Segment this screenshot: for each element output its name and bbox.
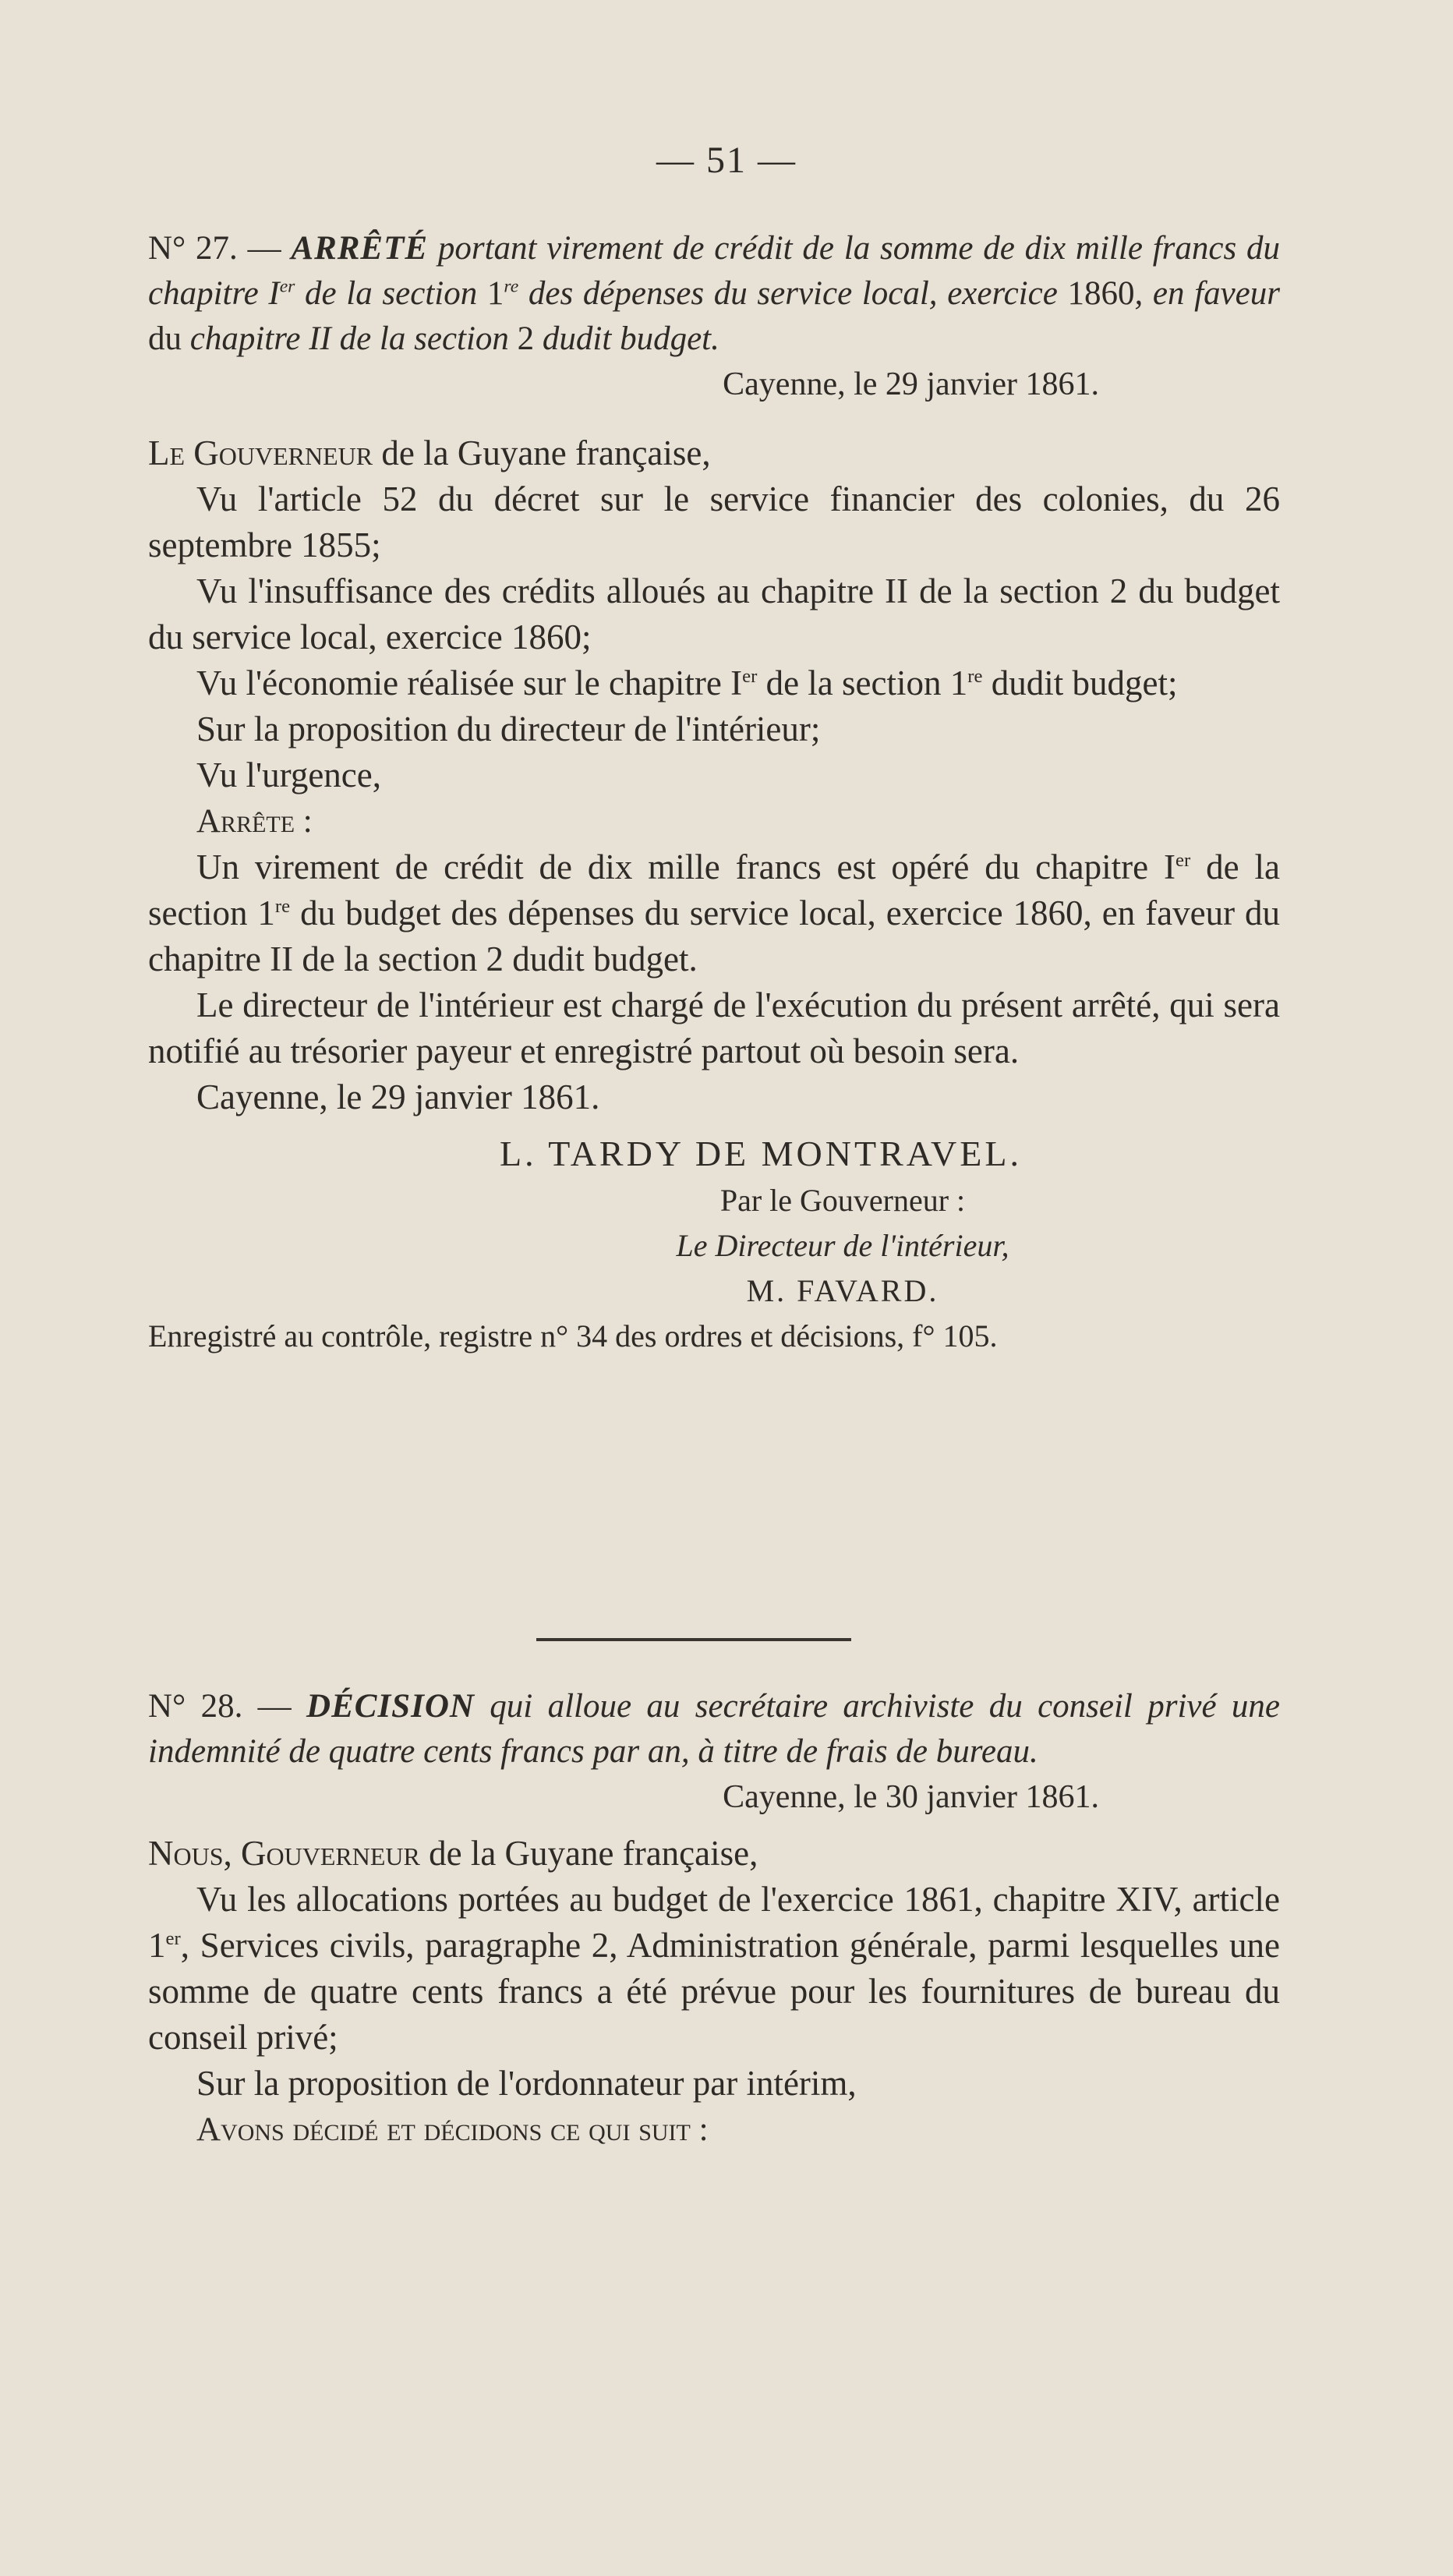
- vu-text: de la section: [757, 663, 950, 702]
- decree-27-article-2: Le directeur de l'intérieur est chargé de l'exécution du présent arrêté, qui sera notifié au trésorier payeur et enregistré partout où besoin sera.: [148, 985, 1280, 1070]
- heading-text: chapitre II de la section: [182, 320, 518, 357]
- decree-27-vu-4: Sur la proposition du directeur de l'intérieur;: [196, 709, 821, 748]
- governor-title: Le Gouverneur: [148, 433, 373, 472]
- decree-27-article-1: [148, 844, 1280, 982]
- decree-27-heading: [148, 226, 1280, 362]
- intro-text: de la Guyane française,: [419, 1834, 758, 1873]
- decree-27-closing-date: Cayenne, le 29 janvier 1861.: [196, 1077, 600, 1116]
- superscript: re: [504, 276, 519, 297]
- heading-text: dudit budget.: [534, 320, 719, 357]
- registry-note: Enregistré au contrôle, registre n° 34 des ordres et décisions, f° 105.: [148, 1318, 998, 1353]
- heading-text: du: [148, 320, 182, 357]
- decree-28-place-date: Cayenne, le 30 janvier 1861.: [723, 1779, 1099, 1815]
- heading-text: portant virement de crédit de la somme de dix mille francs du chapitre I: [148, 230, 1280, 312]
- governor-signature: L. TARDY DE MONTRAVEL.: [500, 1134, 1022, 1173]
- decree-28-decide: Avons décidé et décidons ce qui suit :: [196, 2111, 709, 2148]
- section-number: 2: [517, 320, 535, 357]
- decree-28-vu-2: Sur la proposition de l'ordonnateur par intérim,: [196, 2064, 857, 2103]
- section-number: 1: [486, 275, 504, 312]
- section-number: 1: [257, 893, 275, 932]
- heading-text: , en faveur: [1134, 275, 1280, 312]
- year: 1860: [1067, 275, 1135, 312]
- heading-text: qui alloue au secrétaire archiviste du conseil privé une indemnité de quatre cents francs par an, à titre de frais de bureau.: [148, 1688, 1280, 1770]
- decree-27-number: N° 27. —: [148, 230, 292, 267]
- decree-27-vu-3: [148, 660, 1280, 706]
- vu-text: dudit budget;: [982, 663, 1178, 702]
- decree-27-place-date: Cayenne, le 29 janvier 1861.: [723, 366, 1099, 402]
- vu-text: Vu l'économie réalisée sur le chapitre I: [196, 663, 743, 702]
- heading-text: des dépenses du service local, exercice: [518, 275, 1068, 312]
- decree-27-vu-2: Vu l'insuffisance des crédits alloués au chapitre II de la section 2 du budget du service local, exercice 1860;: [148, 571, 1280, 656]
- superscript: er: [1175, 850, 1191, 871]
- decree-27-vu-1: Vu l'article 52 du décret sur le service financier des colonies, du 26 septembre 1855;: [148, 479, 1280, 564]
- decree-27-intro: [148, 430, 1280, 476]
- decree-28-title: DÉCISION: [306, 1688, 475, 1725]
- decree-28-number: N° 28. —: [148, 1688, 307, 1725]
- superscript: er: [742, 666, 758, 687]
- decree-27: [148, 226, 1280, 1359]
- section-divider: [536, 1638, 851, 1641]
- superscript: er: [279, 276, 295, 297]
- article-text: du budget des dépenses du service local, exercice 1860, en faveur du chapitre II de la section 2 dudit budget.: [148, 893, 1280, 978]
- section-number: 1: [949, 663, 968, 702]
- governor-title: Nous, Gouverneur: [148, 1834, 420, 1873]
- superscript: re: [967, 666, 983, 687]
- article-text: de la section: [148, 847, 1280, 932]
- director-name: M. FAVARD.: [746, 1273, 939, 1308]
- article-text: Un virement de crédit de dix mille francs est opéré du chapitre I: [196, 847, 1175, 886]
- vu-text: , Services civils, paragraphe 2, Administration générale, parmi lesquelles une somme de quatre cents francs a été prévue pour les fournitures de bureau du conseil privé;: [148, 1926, 1280, 2057]
- superscript: er: [165, 1928, 181, 1949]
- superscript: re: [274, 896, 291, 917]
- decree-28: [148, 1684, 1280, 2153]
- decree-28-vu-1: [148, 1877, 1280, 2061]
- heading-text: de la section: [295, 275, 487, 312]
- decree-28-intro: [148, 1831, 1280, 1877]
- decree-28-heading: [148, 1684, 1280, 1775]
- intro-text: de la Guyane française,: [373, 433, 711, 472]
- page-number: — 51 —: [656, 140, 797, 181]
- decree-27-title: ARRÊTÉ: [291, 230, 429, 267]
- by-governor-line: Par le Gouverneur :: [719, 1183, 966, 1218]
- vu-text: Vu les allocations portées au budget de l'exercice 1861, chapitre XIV, article 1: [148, 1880, 1280, 1965]
- director-title: Le Directeur de l'intérieur,: [676, 1228, 1009, 1263]
- decree-27-arrete: Arrête :: [196, 803, 313, 840]
- decree-27-vu-5: Vu l'urgence,: [196, 755, 381, 794]
